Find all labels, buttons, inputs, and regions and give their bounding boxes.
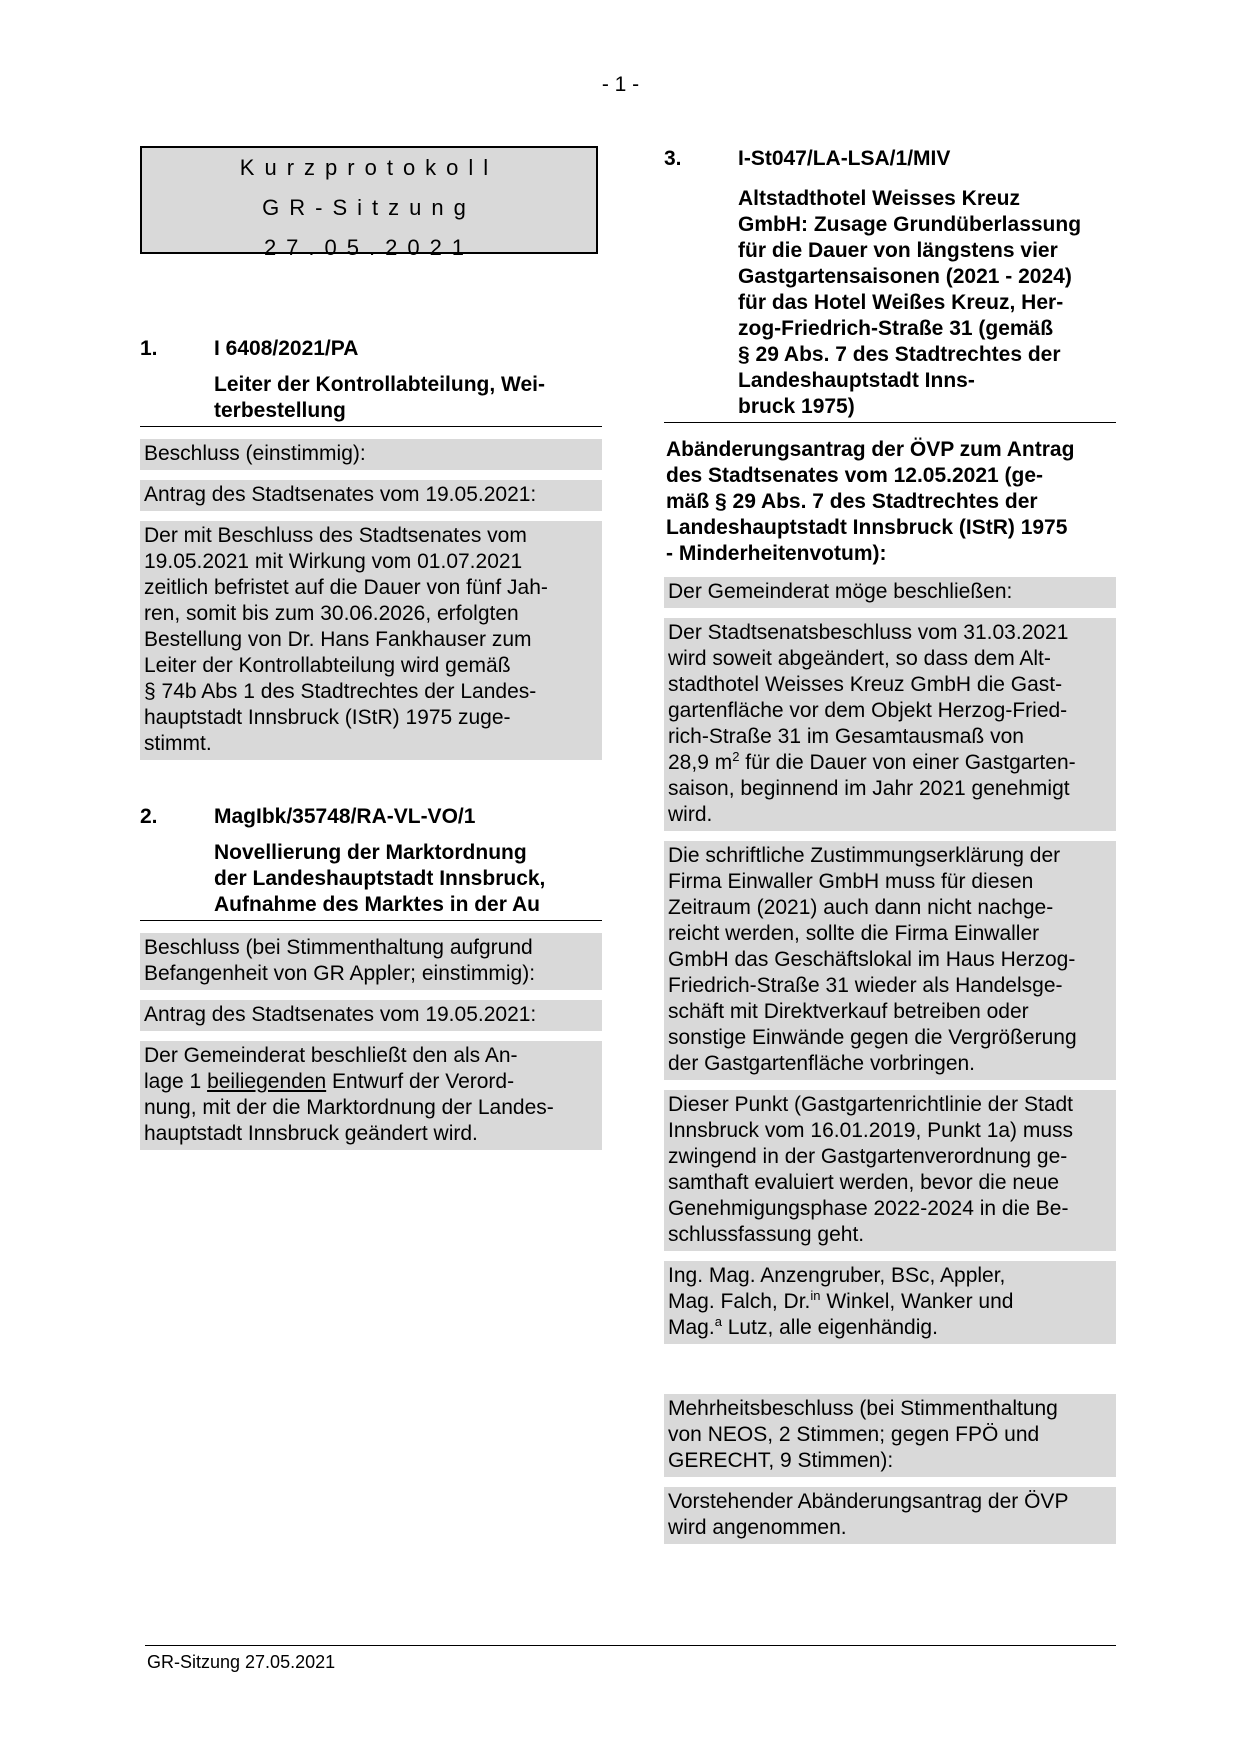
page-number: - 1 - xyxy=(601,73,640,96)
item-1-subject-line: Leiter der Kontrollabteilung, Wei- xyxy=(214,373,545,396)
item-1-reference: I 6408/2021/PA xyxy=(214,337,359,360)
text-line: 19.05.2021 mit Wirkung vom 01.07.2021 xyxy=(144,550,523,573)
right-column xyxy=(664,146,1116,1544)
item-3-header xyxy=(664,146,1116,172)
item-3-reference: I-St047/LA-LSA/1/MIV xyxy=(738,147,951,170)
text-line: hauptstadt Innsbruck (IStR) 1975 zuge- xyxy=(144,706,511,729)
amendment-title: Abänderungsantrag der ÖVP zum Antrag des Stadtsenates vom 12.05.2021 (ge- mäß § 29 Abs. 7 des Stadtrechtes der Landeshauptstadt Innsbruck (IStR) 1975 - Minderheitenvotum): xyxy=(666,438,1075,565)
attachment-link: beiliegenden xyxy=(207,1070,327,1093)
item-1-motion: Antrag des Stadtsenates vom 19.05.2021: xyxy=(140,480,602,511)
item-2-subject-line: der Landeshauptstadt Innsbruck, xyxy=(214,867,546,890)
text-line: ren, somit bis zum 30.06.2026, erfolgten xyxy=(144,602,519,625)
text-line: Der mit Beschluss des Stadtsenates vom xyxy=(144,524,527,547)
item-1-subject-line: terbestellung xyxy=(214,399,346,422)
title-line-3: 27.05.2021 xyxy=(263,235,475,260)
footer-rule xyxy=(145,1645,1116,1646)
signers: Ing. Mag. Anzengruber, BSc, Appler, Mag. Falch, Dr.$^{in}$ Winkel, Wanker und Mag.$^a$ Lutz, alle eigenhändig. xyxy=(664,1261,1116,1344)
amendment-paragraph-3: Dieser Punkt (Gastgartenrichtlinie der Stadt Innsbruck vom 16.01.2019, Punkt 1a) muss zwingend in der Gastgartenverordnung ge- samthaft evaluiert werden, bevor die neue Genehmigungsphase 2022-2024 in die Be- schlussfassung geht. xyxy=(664,1090,1116,1251)
item-1-subject xyxy=(214,372,602,424)
item-2-subject-line: Novellierung der Marktordnung xyxy=(214,841,527,864)
item-1-header xyxy=(140,336,602,362)
title-line-1: Kurzprotokoll xyxy=(239,155,499,180)
text-line: Bestellung von Dr. Hans Fankhauser zum xyxy=(144,628,532,651)
footer: GR-Sitzung 27.05.2021 xyxy=(147,1652,336,1672)
item-3-subject: Altstadthotel Weisses Kreuz GmbH: Zusage Grundüberlassung für die Dauer von längstens vier Gastgartensaisonen (2021 - 2024) für das Hotel Weißes Kreuz, Her- zog-Friedrich-Straße 31 (gemäß § 29 Abs. 7 des Stadtrechtes der Landeshauptstadt Inns- bruck 1975) xyxy=(738,187,1082,418)
text-line: stimmt. xyxy=(144,732,212,755)
item-1-decision: Beschluss (einstimmig): xyxy=(140,439,602,470)
item-2-number: 2. xyxy=(140,805,158,828)
item-2-subject-line: Aufnahme des Marktes in der Au xyxy=(214,893,540,916)
amendment-paragraph-2: Die schriftliche Zustimmungserklärung der Firma Einwaller GmbH muss für diesen Zeitraum (2021) auch dann nicht nachge- reicht werden, sollte die Firma Einwaller GmbH das Geschäftslokal im Haus Herzog- Friedrich-Straße 31 wieder als Handelsge- schäft mit Direktverkauf betreiben oder sonstige Einwände gegen die Vergrößerung der Gastgartenfläche vorbringen. xyxy=(664,841,1116,1080)
title-box xyxy=(140,146,598,260)
item-2-motion: Antrag des Stadtsenates vom 19.05.2021: xyxy=(140,1000,602,1031)
amendment-paragraph-1: Der Stadtsenatsbeschluss vom 31.03.2021 wird soweit abgeändert, so dass dem Alt- stadthotel Weisses Kreuz GmbH die Gast- gartenfläche vor dem Objekt Herzog-Fried- rich-Straße 31 im Gesamtausmaß von 28,9 $m^2$ für die Dauer von einer Gastgarten- saison, beginnend im Jahr 2021 genehmigt wird. xyxy=(664,618,1116,831)
text-line: § 74b Abs 1 des Stadtrechtes der Landes- xyxy=(144,680,537,703)
text-line: Leiter der Kontrollabteilung wird gemäß xyxy=(144,654,511,677)
item-1-text xyxy=(140,521,602,760)
title-line-2: GR-Sitzung xyxy=(262,195,476,220)
item-3-number: 3. xyxy=(664,147,682,170)
council-intro: Der Gemeinderat möge beschließen: xyxy=(664,577,1116,608)
item-2-header xyxy=(140,804,602,830)
item-2-subject xyxy=(214,840,602,918)
item-2-text: Der Gemeinderat beschließt den als An- lage 1 beiliegenden Entwurf der Verord- nung, mit der die Marktordnung der Landes- hauptstadt Innsbruck geändert wird. xyxy=(140,1041,602,1150)
item-2-decision: Beschluss (bei Stimmenthaltung aufgrund Befangenheit von GR Appler; einstimmig): xyxy=(140,933,602,990)
majority-decision: Mehrheitsbeschluss (bei Stimmenthaltung von NEOS, 2 Stimmen; gegen FPÖ und GERECHT, 9 Stimmen): xyxy=(664,1394,1116,1477)
left-column xyxy=(140,146,602,1150)
item-1-number: 1. xyxy=(140,337,158,360)
text-line: zeitlich befristet auf die Dauer von fünf Jah- xyxy=(144,576,548,599)
item-2-reference: MagIbk/35748/RA-VL-VO/1 xyxy=(214,805,476,828)
result: Vorstehender Abänderungsantrag der ÖVP wird angenommen. xyxy=(664,1487,1116,1544)
